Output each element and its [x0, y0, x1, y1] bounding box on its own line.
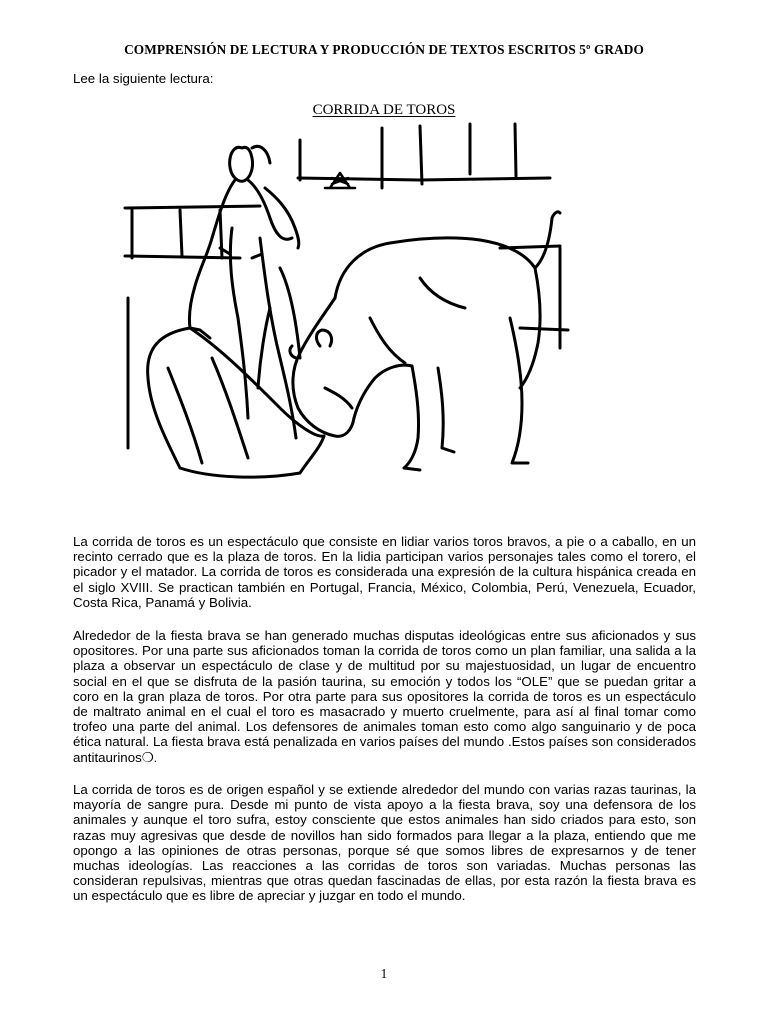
paragraph-2 — [73, 628, 696, 765]
intro-instruction: Lee la siguiente lectura: — [73, 71, 214, 86]
paragraph-2-end-mark: ❍. — [141, 749, 158, 765]
page-number: 1 — [380, 966, 388, 981]
reading-title — [0, 102, 768, 119]
bullfight-illustration — [120, 118, 570, 498]
paragraph-2-text: Alrededor de la fiesta brava se han generado muchas disputas ideológicas entre sus aficionados y sus opositores. Por una parte sus aficionados toman la corrida de toros como un plan familiar, una salida a la plaza a observar un espectáculo de clase y de multitud por su majestuosidad, un lugar de encuentro social en el que se disfruta de la pasión taurina, su emoción y todos los “OLE” que se puedan gritar a coro en la gran plaza de toros. Por otra parte para sus opositores la corrida de toros es un espectáculo de maltrato animal en el cual el toro es masacrado y muerto cruelmente, para así al final tomar como trofeo una parte del animal. Los defensores de animales toman esto como algo sanguinario y de poca ética natural. La fiesta brava está penalizada en varios países del mundo .Estos países son considerados antitaurinos — [73, 628, 696, 765]
document-header: COMPRENSIÓN DE LECTURA Y PRODUCCIÓN DE TEXTOS ESCRITOS 5º GRADO — [124, 42, 644, 57]
paragraph-3: La corrida de toros es de origen español y se extiende alrededor del mundo con varias razas taurinas, la mayoría de sangre pura. Desde mi punto de vista apoyo a la fiesta brava, soy una defensora de los animales y aunque el toro sufra, estoy consciente que estos animales han sido criados para esto, son razas muy agresivas que desde de novillos han sido formados para llegar a la plaza, entiendo que me opongo a las opiniones de otras personas, porque sé que somos libres de expresarnos y de tener muchas ideologías. Las reacciones a las corridas de toros son variadas. Muchas personas las consideran repulsivas, mientras que otras quedan fascinadas de ellas, por esta razón la fiesta brava es un espectáculo que es libre de apreciar y juzgar en todo el mundo. — [73, 782, 696, 904]
reading-title-text: CORRIDA DE TOROS — [312, 102, 456, 118]
paragraph-1: La corrida de toros es un espectáculo que consiste en lidiar varios toros bravos, a pie o a caballo, en un recinto cerrado que es la plaza de toros. En la lidia participan varios personajes tales como el torero, el picador y el matador. La corrida de toros es considerada una expresión de la cultura hispánica creada en el siglo XVIII. Se practican también en Portugal, Francia, México, Colombia, Perú, Venezuela, Ecuador, Costa Rica, Panamá y Bolivia. — [73, 534, 696, 610]
